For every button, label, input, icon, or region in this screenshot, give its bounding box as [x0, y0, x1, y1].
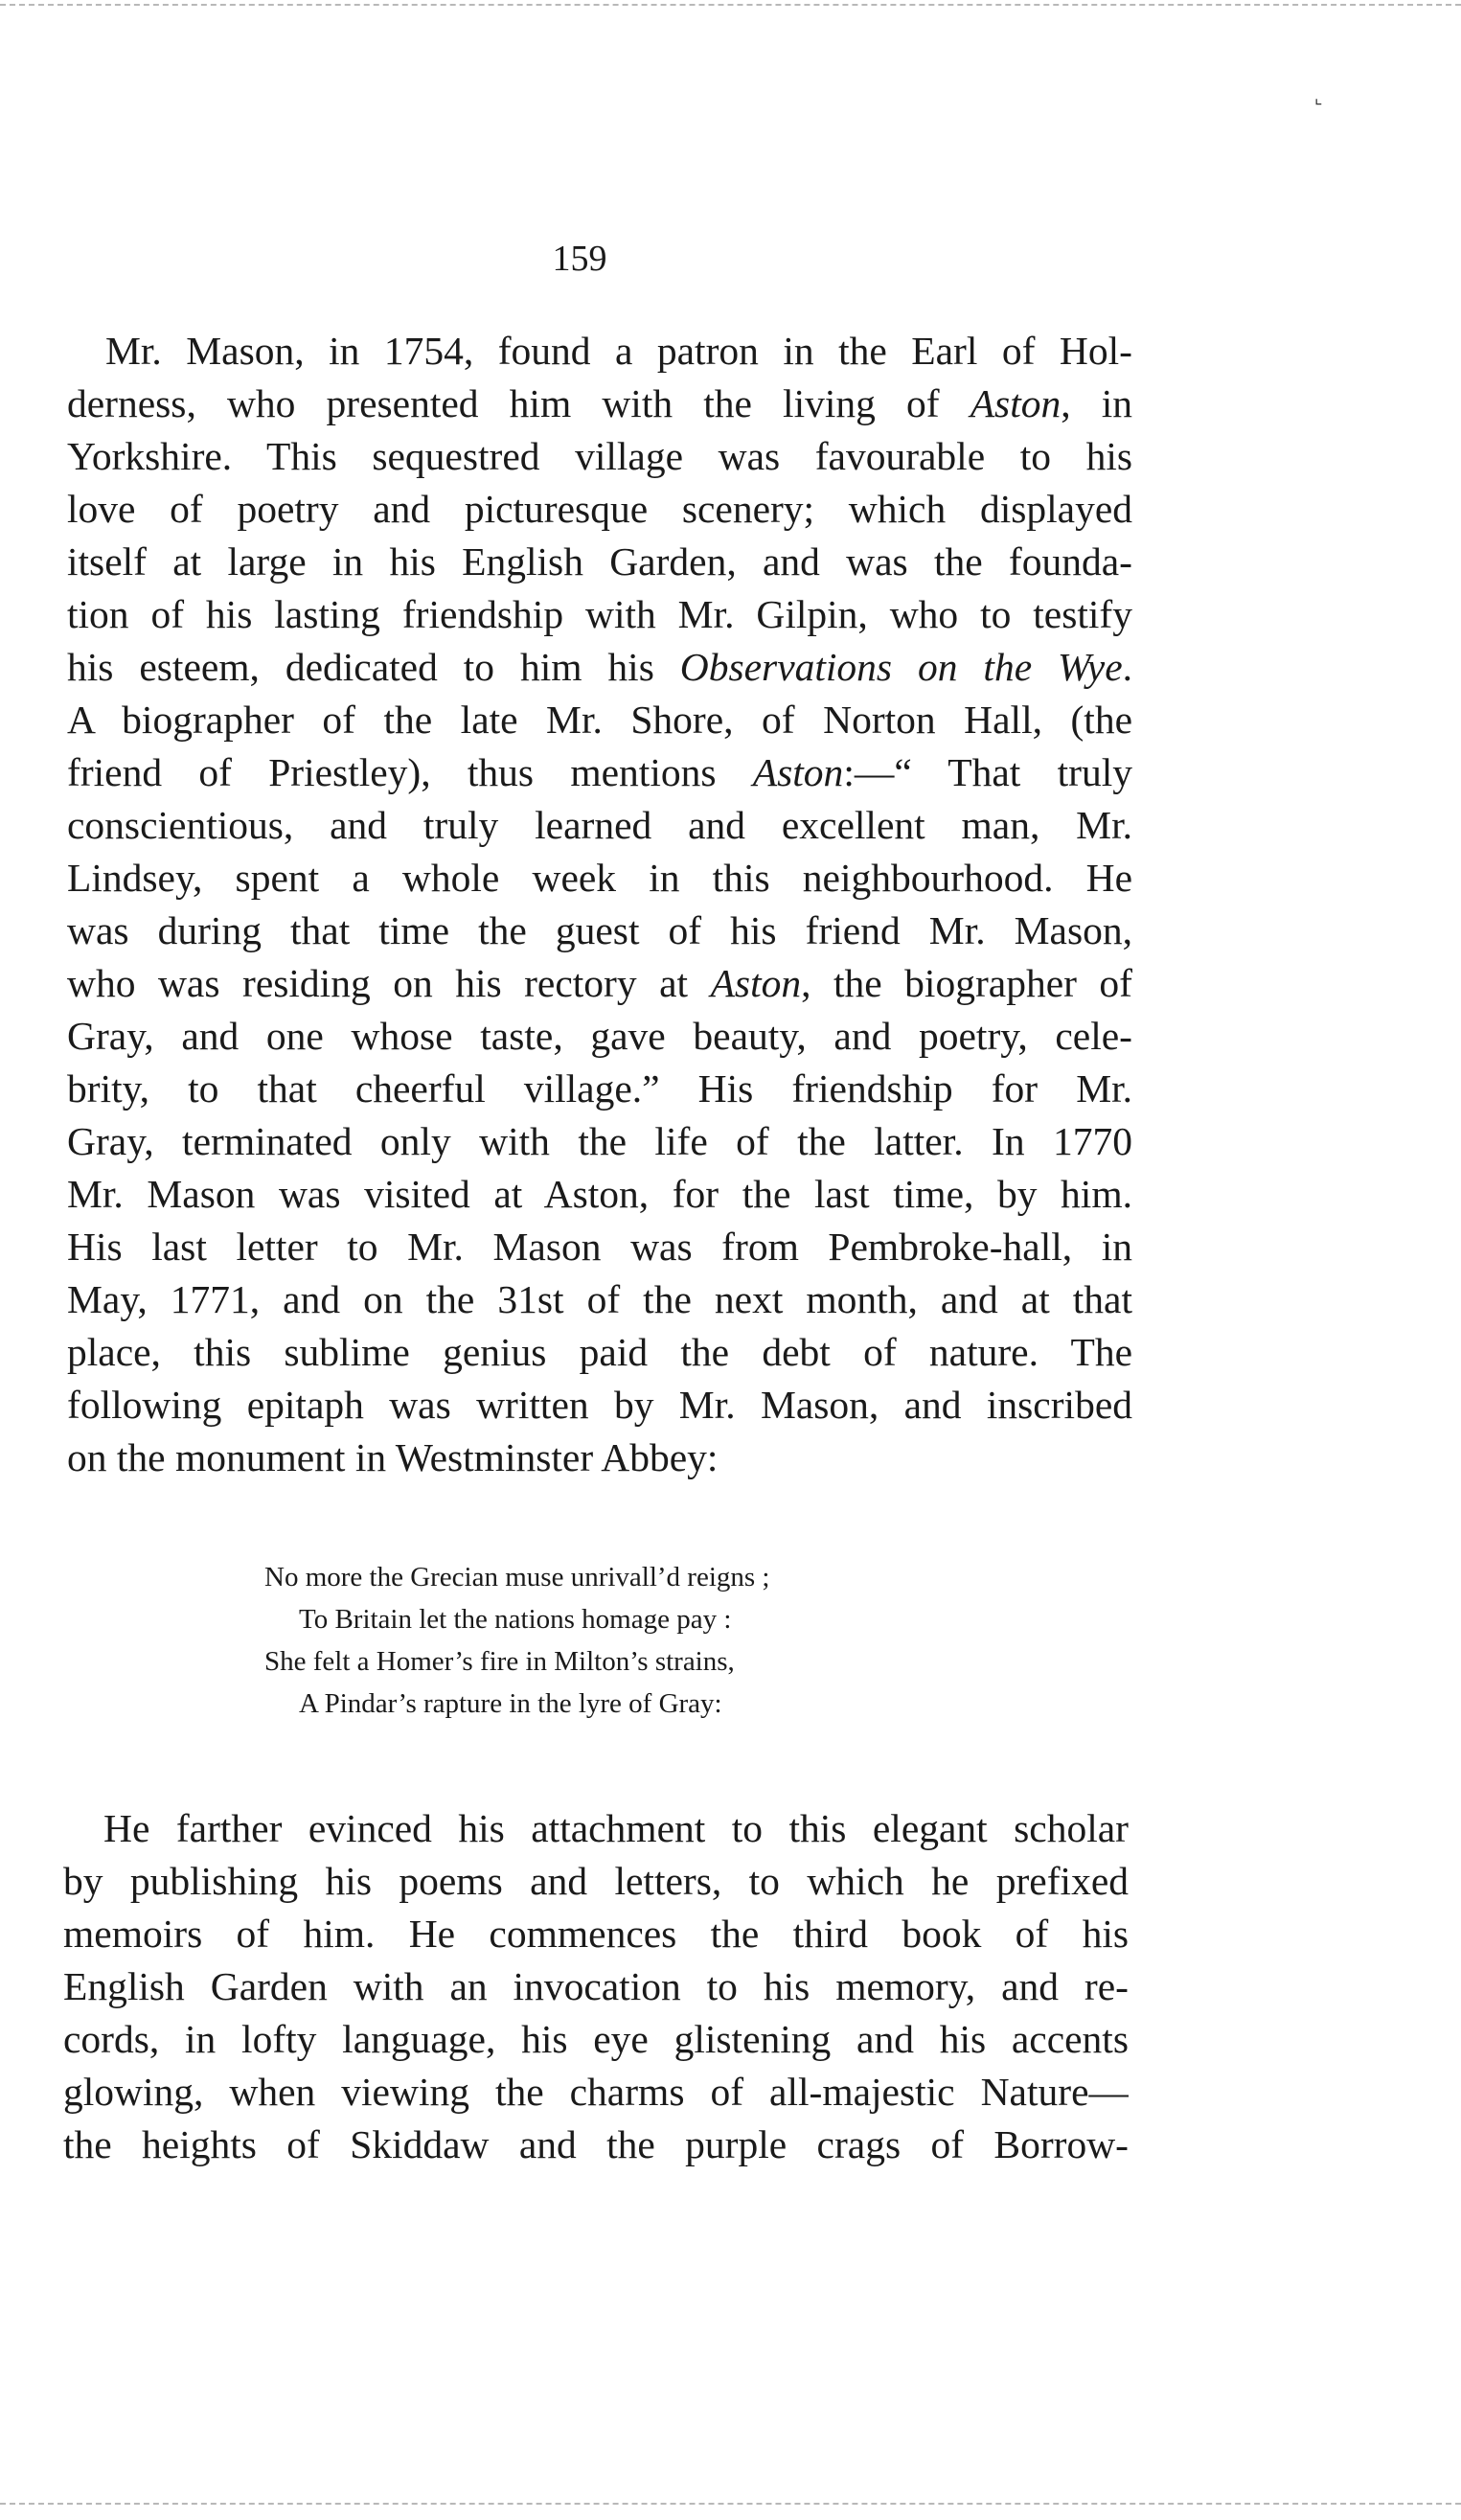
top-edge-rule [0, 4, 1461, 6]
text-line: the heights of Skiddaw and the purple crags of Borrow- [63, 2125, 1129, 2166]
text-line: was during that time the guest of his friend Mr. Mason, [67, 911, 1132, 952]
text-line: A biographer of the late Mr. Shore, of Norton Hall, (the [67, 700, 1132, 742]
text-line: who was residing on his rectory at Aston, the biographer of [67, 964, 1132, 1005]
text-line: love of poetry and picturesque scenery; which displayed [67, 490, 1132, 531]
text-line: cords, in lofty language, his eye glistening and his accents [63, 2020, 1129, 2061]
text-line: May, 1771, and on the 31st of the next month, and at that [67, 1280, 1132, 1321]
text-line: Lindsey, spent a whole week in this neighbourhood. He [67, 859, 1132, 900]
text-line: place, this sublime genius paid the debt of nature. The [67, 1333, 1132, 1374]
text-line: Mr. Mason, in 1754, found a patron in the Earl of Hol- [105, 332, 1132, 373]
epitaph-line: A Pindar’s rapture in the lyre of Gray: [299, 1688, 722, 1719]
text-line: English Garden with an invocation to his memory, and re- [63, 1967, 1129, 2008]
text-line: glowing, when viewing the charms of all-majestic Nature— [63, 2073, 1129, 2114]
text-line: friend of Priestley), thus mentions Aston:—“ That truly [67, 753, 1132, 794]
text-line: conscientious, and truly learned and excellent man, Mr. [67, 806, 1132, 847]
text-line: his esteem, dedicated to him his Observations on the Wye. [67, 648, 1132, 689]
text-line: itself at large in his English Garden, and was the founda- [67, 542, 1132, 584]
text-line: He farther evinced his attachment to this elegant scholar [103, 1809, 1129, 1850]
text-line: Gray, terminated only with the life of the latter. In 1770 [67, 1122, 1132, 1163]
text-line: brity, to that cheerful village.” His friendship for Mr. [67, 1069, 1132, 1111]
text-line: Mr. Mason was visited at Aston, for the last time, by him. [67, 1175, 1132, 1216]
epitaph-line: No more the Grecian muse unrivall’d reigns ; [264, 1562, 770, 1592]
epitaph-line: She felt a Homer’s fire in Milton’s strains, [264, 1646, 735, 1677]
text-line: on the monument in Westminster Abbey: [67, 1435, 719, 1479]
text-line: by publishing his poems and letters, to which he prefixed [63, 1862, 1129, 1903]
page-number: 159 [552, 239, 607, 279]
text-line: derness, who presented him with the living of Aston, in [67, 384, 1132, 425]
text-line: His last letter to Mr. Mason was from Pembroke-hall, in [67, 1227, 1132, 1269]
margin-mark: ⌞ [1314, 88, 1323, 108]
text-line: following epitaph was written by Mr. Mason, and inscribed [67, 1386, 1132, 1427]
bottom-edge-rule [0, 2503, 1461, 2505]
text-line: tion of his lasting friendship with Mr. Gilpin, who to testify [67, 595, 1132, 636]
epitaph-line: To Britain let the nations homage pay : [299, 1604, 732, 1635]
text-line: Gray, and one whose taste, gave beauty, and poetry, cele- [67, 1017, 1132, 1058]
text-line: memoirs of him. He commences the third book of his [63, 1914, 1129, 1956]
text-line: Yorkshire. This sequestred village was favourable to his [67, 437, 1132, 478]
